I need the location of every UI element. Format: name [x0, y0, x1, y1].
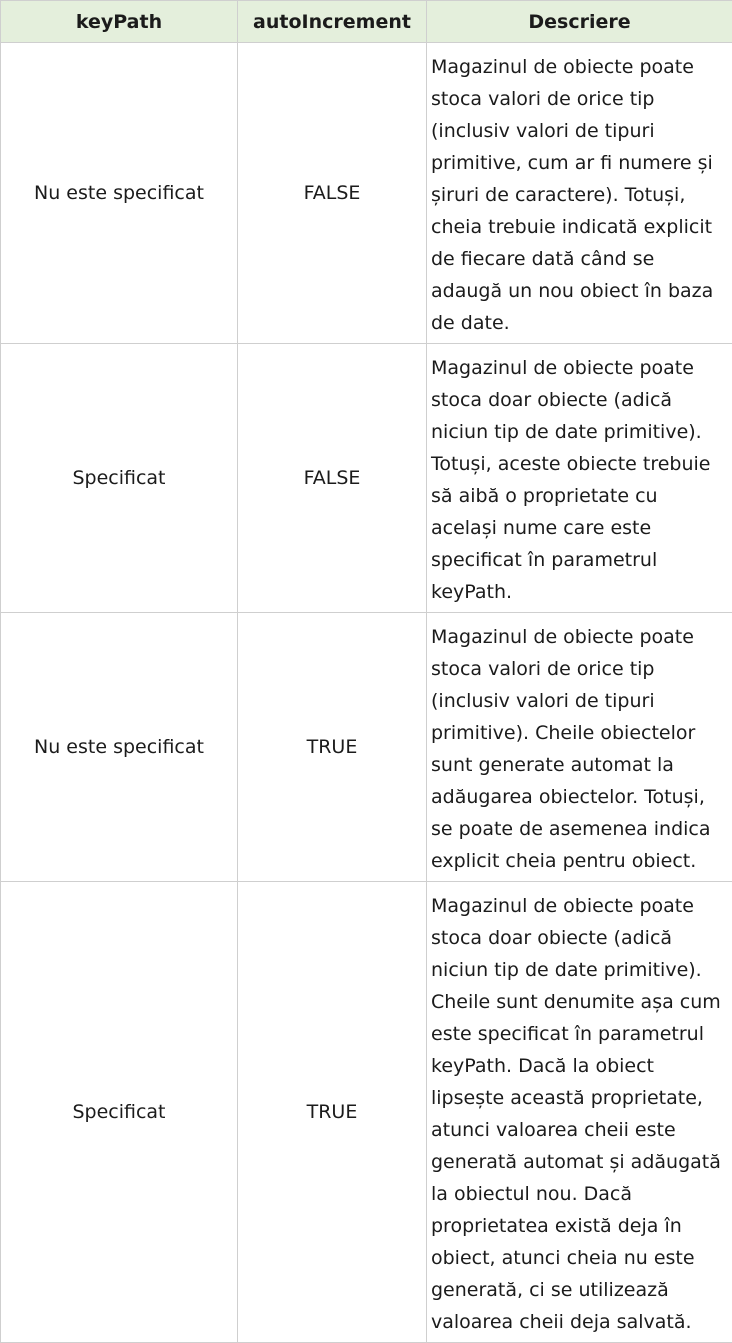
- header-row: [1, 1, 732, 43]
- keypath-cell: Nu este specificat: [1, 43, 238, 344]
- autoincrement-cell: FALSE: [238, 344, 427, 613]
- table-row: [1, 882, 732, 1343]
- autoincrement-cell: FALSE: [238, 43, 427, 344]
- description-cell: Magazinul de obiecte poate stoca valori de orice tip (inclusiv valori de tipuri primitive). Cheile obiectelor sunt generate automat la adăugarea obiectelor. Totuși, se poate de asemenea indica explicit cheia pentru obiect.: [427, 613, 732, 882]
- keypath-cell: Nu este specificat: [1, 613, 238, 882]
- header-descriere: Descriere: [427, 1, 732, 43]
- autoincrement-cell: TRUE: [238, 882, 427, 1343]
- autoincrement-cell: TRUE: [238, 613, 427, 882]
- header-keypath: keyPath: [1, 1, 238, 43]
- header-autoincrement: autoIncrement: [238, 1, 427, 43]
- keypath-cell: Specificat: [1, 882, 238, 1343]
- keypath-cell: Specificat: [1, 344, 238, 613]
- description-cell: Magazinul de obiecte poate stoca doar obiecte (adică niciun tip de date primitive). Totuși, aceste obiecte trebuie să aibă o proprietate cu același nume care este specificat în parametrul keyPath.: [427, 344, 732, 613]
- description-cell: Magazinul de obiecte poate stoca doar obiecte (adică niciun tip de date primitive). Cheile sunt denumite așa cum este specificat în parametrul keyPath. Dacă la obiect lipsește această proprietate, atunci valoarea cheii este generată automat și adăugată la obiectul nou. Dacă proprietatea există deja în obiect, atunci cheia nu este generată, ci se utilizează valoarea cheii deja salvată.: [427, 882, 732, 1343]
- table-row: [1, 43, 732, 344]
- table-row: [1, 344, 732, 613]
- table-row: [1, 613, 732, 882]
- description-cell: Magazinul de obiecte poate stoca valori de orice tip (inclusiv valori de tipuri primitive, cum ar fi numere și șiruri de caractere). Totuși, cheia trebuie indicată explicit de fiecare dată când se adaugă un nou obiect în baza de date.: [427, 43, 732, 344]
